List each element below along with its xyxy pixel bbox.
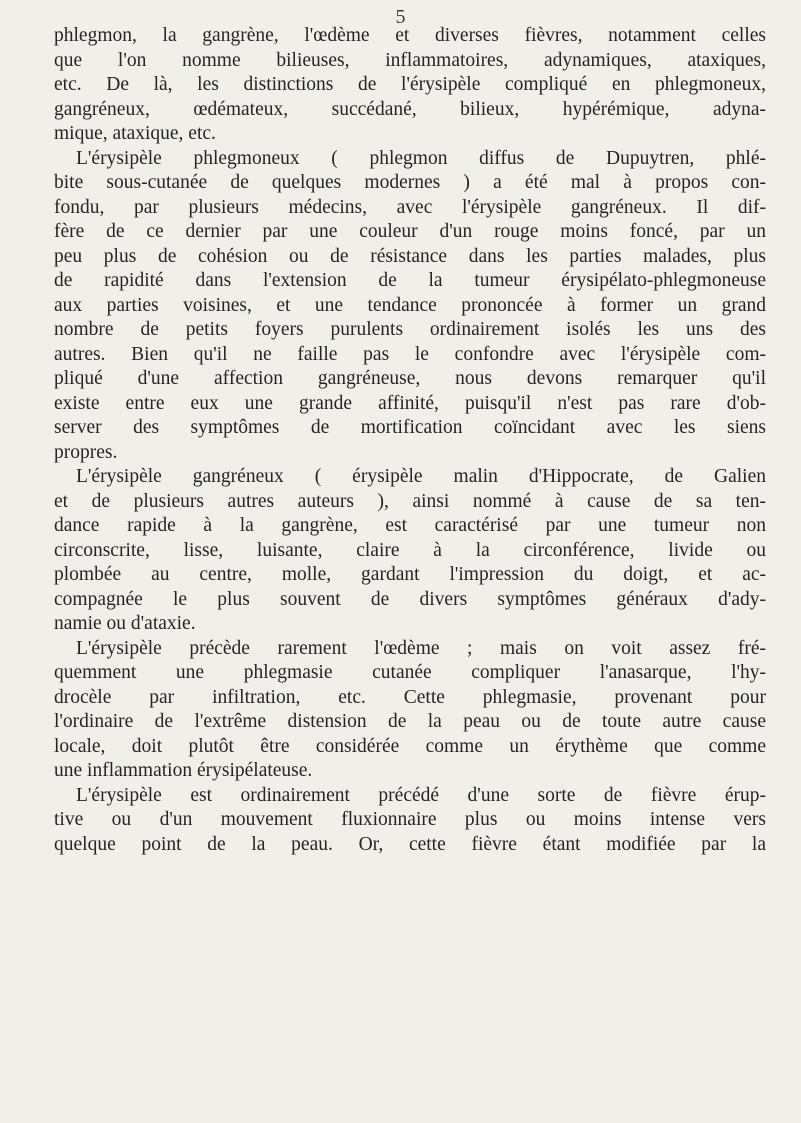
text-line: peu plus de cohésion ou de résistance dans les parties malades, plus xyxy=(54,245,766,267)
text-line: plombée au centre, molle, gardant l'impression du doigt, et ac- xyxy=(54,564,766,585)
text-line: mique, ataxique, etc. xyxy=(54,123,216,144)
text-line: autres. Bien qu'il ne faille pas le confondre avec l'érysipèle com- xyxy=(54,343,766,365)
text-line: bite sous-cutanée de quelques modernes ) a été mal à propos con- xyxy=(54,172,766,193)
text-line: quemment une phlegmasie cutanée compliquer l'anasarque, l'hy- xyxy=(54,662,766,683)
body-text xyxy=(54,24,766,857)
text-line: server des symptômes de mortification coïncidant avec les siens xyxy=(54,417,766,438)
text-line: nombre de petits foyers purulents ordinairement isolés les uns des xyxy=(54,319,766,340)
text-line: L'érysipèle précède rarement l'œdème ; mais on voit assez fré- xyxy=(76,637,766,659)
text-line: que l'on nomme bilieuses, inflammatoires, adynamiques, ataxiques, xyxy=(54,49,766,71)
text-line: et de plusieurs autres auteurs ), ainsi nommé à cause de sa ten- xyxy=(54,490,766,512)
text-line: pliqué d'une affection gangréneuse, nous devons remarquer qu'il xyxy=(54,368,766,389)
text-line: locale, doit plutôt être considérée comme un érythème que comme xyxy=(54,735,766,757)
text-line: L'érysipèle est ordinairement précédé d'une sorte de fièvre érup- xyxy=(76,784,766,806)
text-line: l'ordinaire de l'extrême distension de la peau ou de toute autre cause xyxy=(54,711,766,732)
text-line: circonscrite, lisse, luisante, claire à la circonférence, livide ou xyxy=(54,539,766,561)
text-line: drocèle par infiltration, etc. Cette phlegmasie, provenant pour xyxy=(54,686,766,708)
text-line: compagnée le plus souvent de divers symptômes généraux d'ady- xyxy=(54,588,766,610)
text-line: L'érysipèle gangréneux ( érysipèle malin d'Hippocrate, de Galien xyxy=(76,466,766,487)
text-line: aux parties voisines, et une tendance prononcée à former un grand xyxy=(54,294,766,316)
text-line: fondu, par plusieurs médecins, avec l'érysipèle gangréneux. Il dif- xyxy=(54,196,766,218)
text-line: de rapidité dans l'extension de la tumeur érysipélato-phlegmoneuse xyxy=(54,270,766,291)
text-line: tive ou d'un mouvement fluxionnaire plus ou moins intense vers xyxy=(54,809,766,830)
text-line: etc. De là, les distinctions de l'érysipèle compliqué en phlegmoneux, xyxy=(54,74,766,95)
text-line: propres. xyxy=(54,441,118,463)
text-line: L'érysipèle phlegmoneux ( phlegmon diffus de Dupuytren, phlé- xyxy=(76,147,766,169)
text-line: dance rapide à la gangrène, est caractérisé par une tumeur non xyxy=(54,515,766,536)
page-number: 5 xyxy=(395,6,406,28)
text-line: namie ou d'ataxie. xyxy=(54,613,196,634)
text-line: phlegmon, la gangrène, l'œdème et diverses fièvres, notamment celles xyxy=(54,25,766,46)
text-line: quelque point de la peau. Or, cette fièvre étant modifiée par la xyxy=(54,833,766,855)
text-line: existe entre eux une grande affinité, puisqu'il n'est pas rare d'ob- xyxy=(54,392,766,414)
text-line: gangréneux, œdémateux, succédané, bilieux, hypérémique, adyna- xyxy=(54,98,766,120)
text-line: fère de ce dernier par une couleur d'un rouge moins foncé, par un xyxy=(54,221,766,242)
text-line: une inflammation érysipélateuse. xyxy=(54,760,313,781)
